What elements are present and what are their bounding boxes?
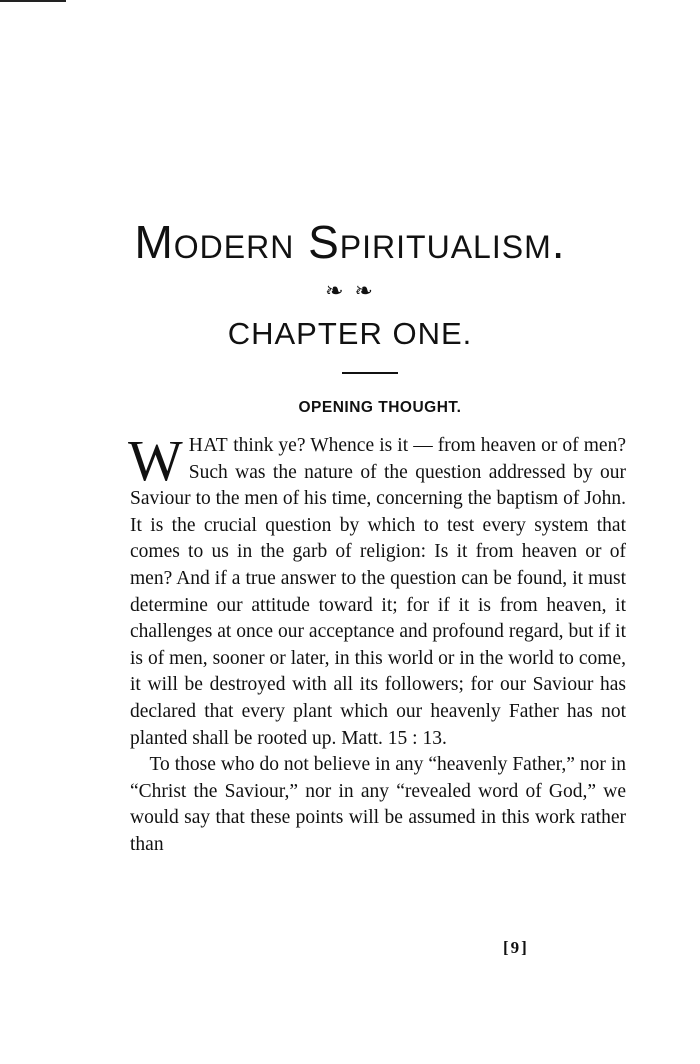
chapter-heading: CHAPTER ONE. [227,316,473,351]
section-heading: OPENING THOUGHT. [298,399,462,416]
corner-rule [0,0,66,2]
paragraph-opening [128,428,626,752]
heading-rule [342,372,398,374]
lead-word: HAT [188,435,229,456]
book-title: Modern Spiritualism. [134,216,566,268]
drop-cap: W [128,428,183,493]
ornament-fleurons: ❧ ❧ [325,279,375,304]
body-text [128,428,626,859]
paragraph-second: To those who do not believe in any “heavenly Father,” nor in “Christ the Saviour,” nor in any “revealed word of God,” we would say that these points will be assumed in this work rather than [130,754,626,855]
page-number: [9] [503,938,529,957]
paragraph-opening-text: think ye? Whence is it — from heaven or of men? Such was the nature of the question addressed by our Saviour to the men of his time, concerning the baptism of John. It is the crucial question by which to test every system that comes to us in the garb of religion: Is it from heaven or of men? And if a true answer to the question can be found, it must determine our attitude toward it; for if it is from heaven, it challenges at once our acceptance and profound regard, but if it is of men, sooner or later, in this world or in the world to come, it will be destroyed with all its followers; for our Saviour has declared that every plant which our heavenly Father has not planted shall be rooted up. Matt. 15 : 13. [130,435,626,749]
